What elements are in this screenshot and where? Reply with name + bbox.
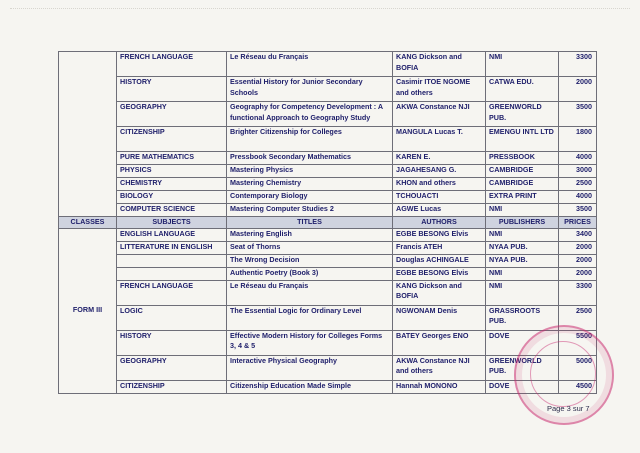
table-row — [59, 254, 597, 267]
table-row — [59, 127, 597, 152]
title-cell: Mastering Physics — [227, 165, 393, 178]
scan-edge — [10, 8, 630, 23]
header-publishers: PUBLISHERS — [486, 217, 559, 229]
title-cell: The Wrong Decision — [227, 254, 393, 267]
author-cell: Hannah MONONO — [393, 380, 486, 393]
publisher-cell: GRASSROOTS PUB. — [486, 305, 559, 330]
table-row — [59, 305, 597, 330]
author-cell: AGWE Lucas — [393, 204, 486, 217]
price-cell: 3500 — [559, 204, 597, 217]
subject-cell: FRENCH LANGUAGE — [117, 280, 227, 305]
header-titles: TITLES — [227, 217, 393, 229]
price-cell: 3400 — [559, 228, 597, 241]
price-cell: 4000 — [559, 152, 597, 165]
title-cell: Brighter Citizenship for Colleges — [227, 127, 393, 152]
price-cell: 2500 — [559, 178, 597, 191]
price-cell: 5500 — [559, 330, 597, 355]
title-cell: Mastering Chemistry — [227, 178, 393, 191]
subject-cell: ENGLISH LANGUAGE — [117, 228, 227, 241]
price-cell: 3300 — [559, 280, 597, 305]
subject-cell — [117, 254, 227, 267]
class-cell — [59, 52, 117, 217]
header-subjects: SUBJECTS — [117, 217, 227, 229]
table-row — [59, 267, 597, 280]
author-cell: MANGULA Lucas T. — [393, 127, 486, 152]
author-cell: EGBE BESONG Elvis — [393, 267, 486, 280]
table-row — [59, 228, 597, 241]
author-cell: TCHOUACTI — [393, 191, 486, 204]
price-cell: 2000 — [559, 267, 597, 280]
header-authors: AUTHORS — [393, 217, 486, 229]
title-cell: Le Réseau du Français — [227, 52, 393, 77]
title-cell: Mastering English — [227, 228, 393, 241]
subject-cell: HISTORY — [117, 330, 227, 355]
table-row — [59, 178, 597, 191]
table-section-previous-class — [59, 52, 597, 217]
title-cell: Pressbook Secondary Mathematics — [227, 152, 393, 165]
author-cell: JAGAHESANG G. — [393, 165, 486, 178]
publisher-cell: GREENWORLD PUB. — [486, 102, 559, 127]
table-row — [59, 77, 597, 102]
subject-cell: HISTORY — [117, 77, 227, 102]
title-cell: Mastering Computer Studies 2 — [227, 204, 393, 217]
table-row — [59, 102, 597, 127]
subject-cell: PHYSICS — [117, 165, 227, 178]
author-cell: AKWA Constance NJI and others — [393, 355, 486, 380]
author-cell: BATEY Georges ENO — [393, 330, 486, 355]
publisher-cell: NMI — [486, 228, 559, 241]
publisher-cell: CATWA EDU. — [486, 77, 559, 102]
author-cell: KANG Dickson and BOFIA — [393, 280, 486, 305]
title-cell: Geography for Competency Development : A functional Approach to Geography Study — [227, 102, 393, 127]
table-header — [59, 217, 597, 229]
subject-cell — [117, 267, 227, 280]
table-row — [59, 280, 597, 305]
title-cell: Contemporary Biology — [227, 191, 393, 204]
price-cell: 2000 — [559, 254, 597, 267]
title-cell: Seat of Thorns — [227, 241, 393, 254]
title-cell: Le Réseau du Français — [227, 280, 393, 305]
table-row — [59, 191, 597, 204]
price-cell: 3300 — [559, 52, 597, 77]
publisher-cell: NMI — [486, 204, 559, 217]
title-cell: Citizenship Education Made Simple — [227, 380, 393, 393]
publisher-cell: CAMBRIDGE — [486, 165, 559, 178]
price-cell: 4000 — [559, 191, 597, 204]
author-cell: Francis ATEH — [393, 241, 486, 254]
price-cell: 2500 — [559, 305, 597, 330]
subject-cell: CITIZENSHIP — [117, 127, 227, 152]
author-cell: EGBE BESONG Elvis — [393, 228, 486, 241]
subject-cell: PURE MATHEMATICS — [117, 152, 227, 165]
subject-cell: GEOGRAPHY — [117, 355, 227, 380]
table-row — [59, 241, 597, 254]
publisher-cell: NMI — [486, 52, 559, 77]
price-cell: 4500 — [559, 380, 597, 393]
book-list-table — [58, 51, 597, 394]
price-cell: 1800 — [559, 127, 597, 152]
table-row — [59, 165, 597, 178]
stamp-inner-ring — [530, 341, 596, 407]
price-cell: 5000 — [559, 355, 597, 380]
subject-cell: CHEMISTRY — [117, 178, 227, 191]
publisher-cell: GREENWORLD PUB. — [486, 355, 559, 380]
subject-cell: LITTERATURE IN ENGLISH — [117, 241, 227, 254]
publisher-cell: DOVE — [486, 330, 559, 355]
table-row — [59, 204, 597, 217]
title-cell: Interactive Physical Geography — [227, 355, 393, 380]
price-cell: 2000 — [559, 241, 597, 254]
subject-cell: BIOLOGY — [117, 191, 227, 204]
table-row — [59, 330, 597, 355]
price-cell: 2000 — [559, 77, 597, 102]
author-cell: NGWONAM Denis — [393, 305, 486, 330]
title-cell: Effective Modern History for Colleges Forms 3, 4 & 5 — [227, 330, 393, 355]
class-cell: FORM III — [59, 228, 117, 393]
table-row — [59, 52, 597, 77]
subject-cell: FRENCH LANGUAGE — [117, 52, 227, 77]
publisher-cell: EXTRA PRINT — [486, 191, 559, 204]
header-classes: CLASSES — [59, 217, 117, 229]
publisher-cell: NYAA PUB. — [486, 254, 559, 267]
price-cell: 3000 — [559, 165, 597, 178]
title-cell: Authentic Poetry (Book 3) — [227, 267, 393, 280]
author-cell: Casimir ITOE NGOME and others — [393, 77, 486, 102]
author-cell: AKWA Constance NJI — [393, 102, 486, 127]
publisher-cell: NMI — [486, 267, 559, 280]
header-prices: PRICES — [559, 217, 597, 229]
subject-cell: GEOGRAPHY — [117, 102, 227, 127]
title-cell: Essential History for Junior Secondary Schools — [227, 77, 393, 102]
publisher-cell: PRESSBOOK — [486, 152, 559, 165]
author-cell: KANG Dickson and BOFIA — [393, 52, 486, 77]
author-cell: Douglas ACHINGALE — [393, 254, 486, 267]
subject-cell: COMPUTER SCIENCE — [117, 204, 227, 217]
publisher-cell: EMENGU INTL LTD — [486, 127, 559, 152]
publisher-cell: CAMBRIDGE — [486, 178, 559, 191]
title-cell: The Essential Logic for Ordinary Level — [227, 305, 393, 330]
subject-cell: CITIZENSHIP — [117, 380, 227, 393]
table-row — [59, 152, 597, 165]
author-cell: KAREN E. — [393, 152, 486, 165]
publisher-cell: NMI — [486, 280, 559, 305]
publisher-cell: NYAA PUB. — [486, 241, 559, 254]
page-number: Page 3 sur 7 — [547, 404, 590, 413]
publisher-cell: DOVE — [486, 380, 559, 393]
price-cell: 3500 — [559, 102, 597, 127]
author-cell: KHON and others — [393, 178, 486, 191]
subject-cell: LOGIC — [117, 305, 227, 330]
